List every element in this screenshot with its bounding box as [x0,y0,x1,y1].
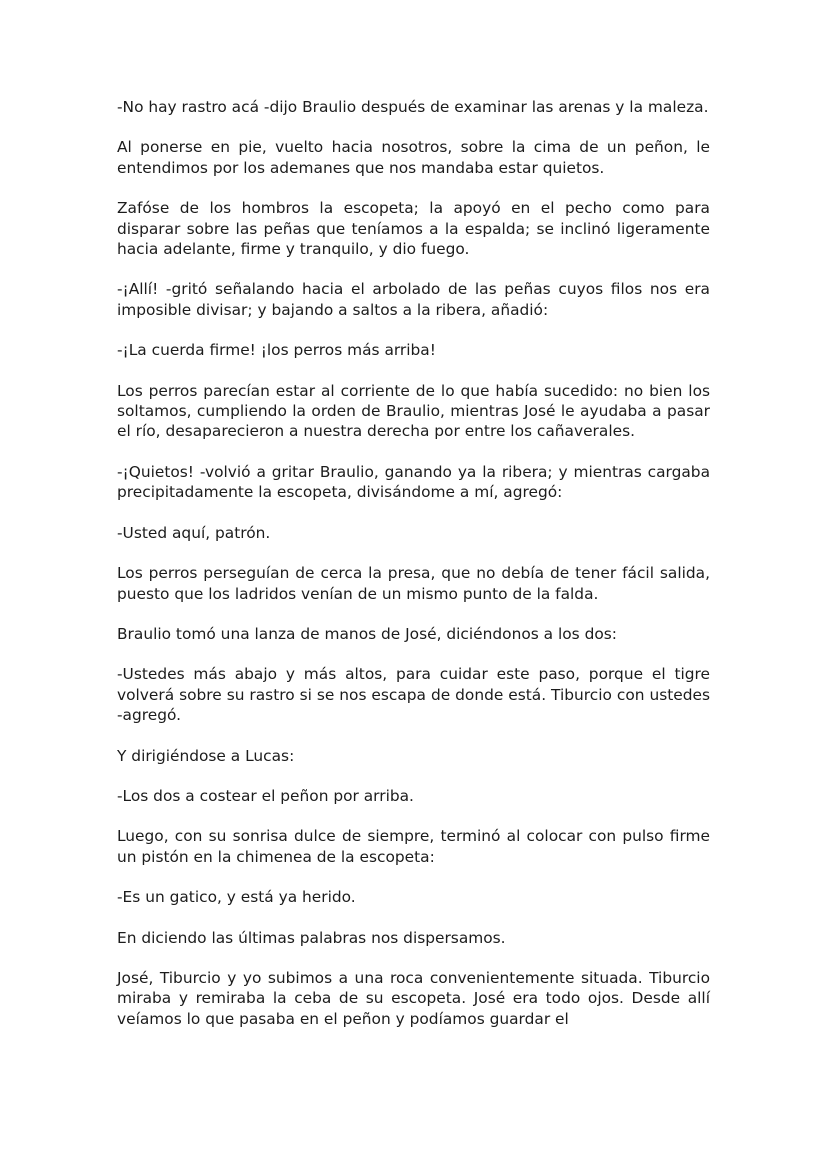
paragraph-15: -Es un gatico, y está ya herido. [117,888,356,907]
document-page [117,97,710,1029]
paragraph-14: Luego, con su sonrisa dulce de siempre, terminó al colocar con pulso firme un pistón en la chimenea de la escopeta: [117,827,710,866]
paragraph-1: -No hay rastro acá -dijo Braulio después de examinar las arenas y la maleza. [117,98,709,116]
paragraph-2: Al ponerse en pie, vuelto hacia nosotros, sobre la cima de un peñon, le entendimos por los ademanes que nos mandaba estar quietos. [117,138,710,177]
paragraph-16: En diciendo las últimas palabras nos dispersamos. [117,928,506,947]
paragraph-7: -¡Quietos! -volvió a gritar Braulio, ganando ya la ribera; y mientras cargaba precipitadamente la escopeta, divisándome a mí, agregó: [117,462,710,502]
paragraph-13: -Los dos a costear el peñon por arriba. [117,786,414,805]
paragraph-6: Los perros parecían estar al corriente de lo que había sucedido: no bien los soltamos, cumpliendo la orden de Braulio, mientras José le ayudaba a pasar el río, desaparecieron a nuestra derecha por entre los cañaverales. [117,381,710,441]
paragraph-4: -¡Allí! -gritó señalando hacia el arbolado de las peñas cuyos filos nos era imposible divisar; y bajando a saltos a la ribera, añadió: [117,280,710,319]
paragraph-3: Zafóse de los hombros la escopeta; la apoyó en el pecho como para disparar sobre las peñas que teníamos a la espalda; se inclinó ligeramente hacia adelante, firme y tranquilo, y dio fuego. [117,199,710,259]
paragraph-17: José, Tiburcio y yo subimos a una roca convenientemente situada. Tiburcio miraba y remiraba la ceba de su escopeta. José era todo ojos. Desde allí veíamos lo que pasaba en el peñon y podíamos guardar el [117,968,710,1028]
paragraph-5: -¡La cuerda firme! ¡los perros más arriba! [117,341,436,360]
paragraph-9: Los perros perseguían de cerca la presa, que no debía de tener fácil salida, puesto que los ladridos venían de un mismo punto de la falda. [117,564,710,603]
paragraph-8: -Usted aquí, patrón. [117,523,271,542]
paragraph-10: Braulio tomó una lanza de manos de José, diciéndonos a los dos: [117,624,617,643]
paragraph-12: Y dirigiéndose a Lucas: [117,746,295,765]
paragraph-11: -Ustedes más abajo y más altos, para cuidar este paso, porque el tigre volverá sobre su rastro si se nos escapa de donde está. Tiburcio con ustedes -agregó. [117,665,710,725]
